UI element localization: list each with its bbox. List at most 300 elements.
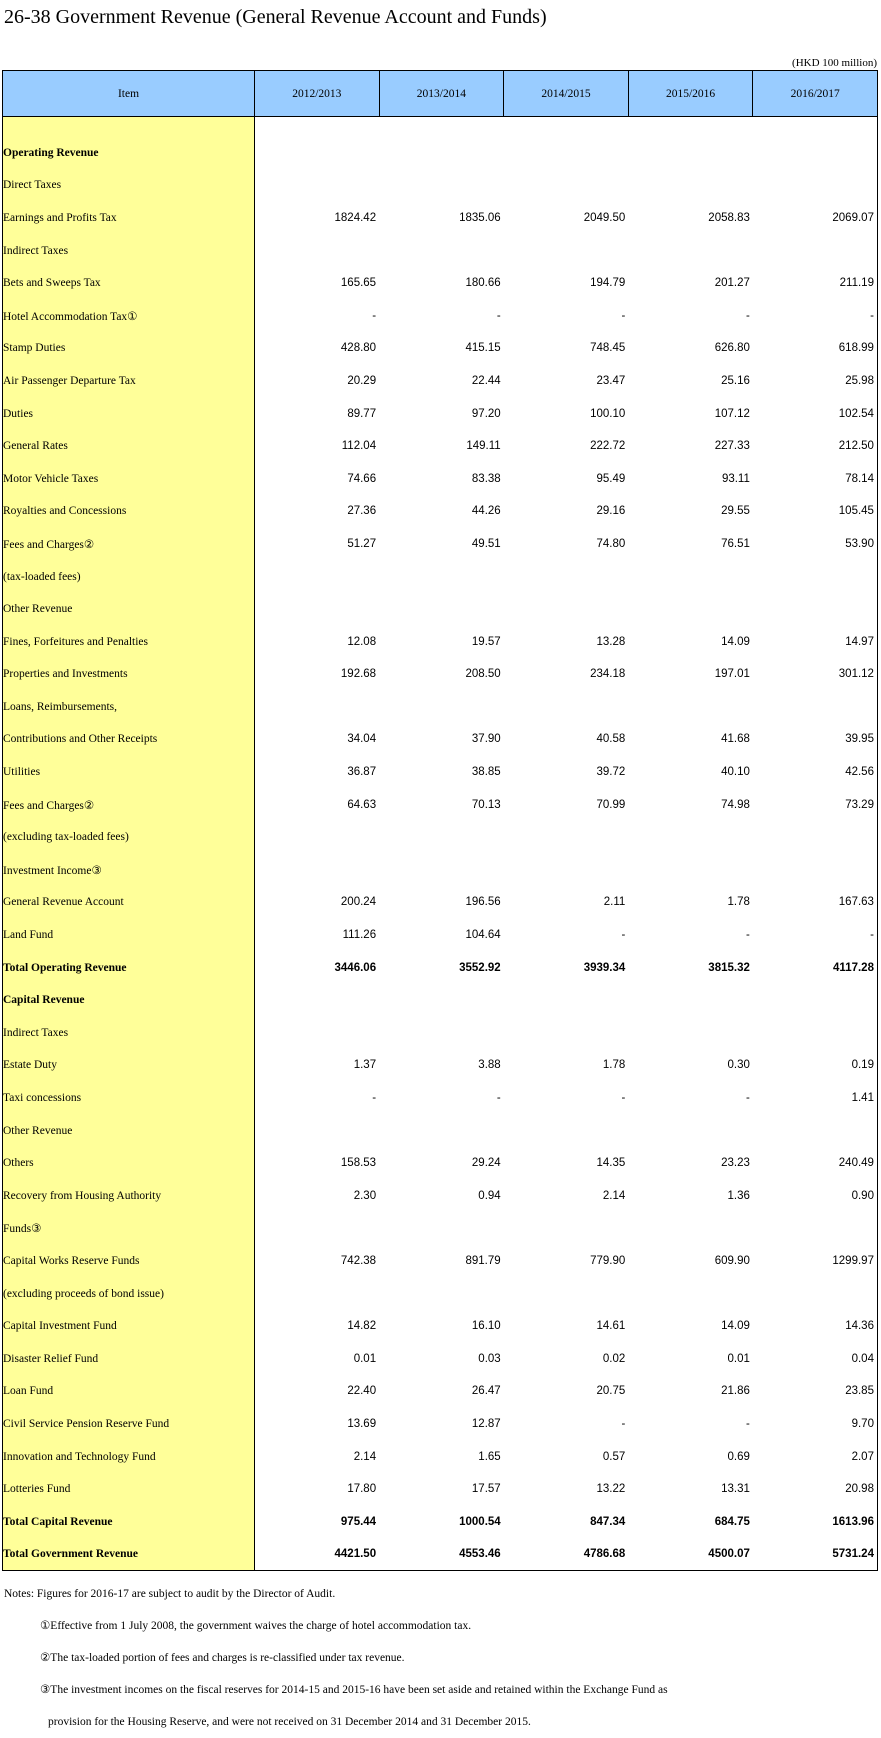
value-cell	[379, 821, 504, 854]
value-cell: 208.50	[465, 668, 501, 681]
value-cell: 16.10	[471, 1320, 501, 1333]
value-cell: 0.30	[727, 1059, 750, 1072]
value-cell: 14.09	[721, 635, 750, 648]
table-row	[3, 1180, 878, 1213]
value-cell	[379, 593, 504, 626]
value-cell: 4553.46	[379, 1538, 504, 1571]
value-cell: 0.19	[753, 1049, 878, 1082]
table-row	[3, 1375, 878, 1408]
row-label: General Rates	[3, 430, 255, 463]
note-2: ②The tax-loaded portion of fees and charges is re-classified under tax revenue.	[40, 1652, 405, 1664]
value-cell: 36.87	[347, 766, 377, 779]
value-cell: 196.56	[465, 896, 501, 909]
table-row	[3, 756, 878, 789]
row-label: Fees and Charges②	[3, 528, 255, 561]
value-cell	[753, 1212, 878, 1245]
table-row	[3, 1082, 878, 1115]
value-cell: 1.78	[727, 896, 750, 909]
value-cell: 14.82	[347, 1320, 377, 1333]
value-cell	[255, 593, 380, 626]
table-row	[3, 658, 878, 691]
value-cell: 14.09	[721, 1320, 750, 1333]
notes	[4, 1578, 874, 1738]
table-row	[3, 1408, 878, 1441]
value-cell: -	[496, 309, 501, 322]
value-cell: 74.80	[596, 537, 626, 550]
value-cell	[628, 560, 753, 593]
table-row	[3, 788, 878, 821]
value-cell: 21.86	[721, 1385, 750, 1398]
table-row	[3, 169, 878, 202]
value-cell: 97.20	[471, 407, 501, 420]
value-cell: 0.90	[753, 1180, 878, 1213]
value-cell	[504, 137, 629, 170]
value-cell: 13.28	[596, 635, 626, 648]
value-cell: 222.72	[590, 440, 626, 453]
table-row	[3, 560, 878, 593]
row-label: Direct Taxes	[3, 169, 255, 202]
value-cell	[255, 1017, 380, 1050]
value-cell	[255, 234, 380, 267]
value-cell: 3939.34	[583, 961, 626, 974]
value-cell	[753, 984, 878, 1017]
row-label: Operating Revenue	[3, 137, 255, 170]
value-cell: 41.68	[721, 733, 750, 746]
value-cell	[628, 1277, 753, 1310]
value-cell: 39.72	[596, 766, 626, 779]
table-row	[3, 234, 878, 267]
value-cell: 742.38	[340, 1254, 377, 1267]
row-label: (tax-loaded fees)	[3, 560, 255, 593]
header-year: 2014/2015	[504, 71, 629, 117]
value-cell	[379, 691, 504, 724]
table-row	[3, 430, 878, 463]
unit-label: (HKD 100 million)	[792, 57, 877, 69]
value-cell: 0.57	[602, 1450, 626, 1463]
value-cell: 70.13	[471, 798, 501, 811]
row-label: Properties and Investments	[3, 658, 255, 691]
value-cell	[379, 169, 504, 202]
spacer-row	[3, 117, 878, 137]
value-cell: 9.70	[753, 1408, 878, 1441]
value-cell	[753, 234, 878, 267]
header-year: 2016/2017	[753, 71, 878, 117]
value-cell: 74.98	[721, 798, 750, 811]
row-label: Earnings and Profits Tax	[3, 202, 255, 235]
row-label: Total Operating Revenue	[3, 951, 255, 984]
value-cell: 39.95	[753, 723, 878, 756]
value-cell: 1824.42	[334, 211, 377, 224]
value-cell: -	[746, 929, 750, 942]
value-cell: 23.85	[753, 1375, 878, 1408]
table-row	[3, 625, 878, 658]
value-cell: 0.69	[727, 1450, 750, 1463]
value-cell: 29.24	[471, 1157, 501, 1170]
value-cell: 165.65	[340, 277, 377, 290]
value-cell	[753, 691, 878, 724]
value-cell: -	[746, 1092, 750, 1105]
value-cell: 83.38	[471, 472, 501, 485]
table-row	[3, 821, 878, 854]
value-cell: 27.36	[347, 505, 377, 518]
value-cell: -	[372, 309, 377, 322]
value-cell: 212.50	[753, 430, 878, 463]
page-title: 26-38 Government Revenue (General Revenue Account and Funds)	[4, 6, 547, 28]
value-cell: -	[621, 929, 626, 942]
value-cell: 17.80	[347, 1483, 377, 1496]
table-row	[3, 1538, 878, 1571]
value-cell: 748.45	[590, 342, 626, 355]
value-cell: 40.58	[596, 733, 626, 746]
value-cell: -	[746, 309, 750, 322]
value-cell: 975.44	[340, 1515, 377, 1528]
header-item: Item	[3, 71, 255, 117]
value-cell	[753, 560, 878, 593]
value-cell: 0.04	[753, 1342, 878, 1375]
note-3: ③The investment incomes on the fiscal reserves for 2014-15 and 2015-16 have been set aside and retained within the Exchange Fund as	[40, 1684, 668, 1696]
value-cell	[628, 691, 753, 724]
value-cell	[628, 821, 753, 854]
value-cell: 51.27	[347, 537, 377, 550]
value-cell	[255, 1277, 380, 1310]
value-cell: 847.34	[590, 1515, 626, 1528]
value-cell	[504, 169, 629, 202]
value-cell: 301.12	[753, 658, 878, 691]
value-cell: 2.30	[353, 1189, 377, 1202]
value-cell: 1.37	[353, 1059, 377, 1072]
table-row	[3, 528, 878, 561]
value-cell: 102.54	[753, 397, 878, 430]
value-cell: 211.19	[753, 267, 878, 300]
value-cell: 89.77	[347, 407, 377, 420]
row-label: Capital Works Reserve Funds	[3, 1245, 255, 1278]
note-intro: Notes: Figures for 2016-17 are subject to audit by the Director of Audit.	[4, 1588, 336, 1600]
table-row	[3, 397, 878, 430]
value-cell: 40.10	[721, 766, 750, 779]
row-label: Land Fund	[3, 919, 255, 952]
value-cell: 22.40	[347, 1385, 377, 1398]
value-cell: 684.75	[714, 1515, 750, 1528]
value-cell: 73.29	[753, 788, 878, 821]
value-cell: 26.47	[471, 1385, 501, 1398]
value-cell: 0.03	[478, 1352, 501, 1365]
value-cell: 4500.07	[628, 1538, 753, 1571]
value-cell: 3552.92	[459, 961, 501, 974]
row-label: Total Government Revenue	[3, 1538, 255, 1571]
row-label: Innovation and Technology Fund	[3, 1440, 255, 1473]
table-row	[3, 723, 878, 756]
row-label: Utilities	[3, 756, 255, 789]
value-cell: 44.26	[471, 505, 501, 518]
value-cell: 25.16	[721, 374, 750, 387]
value-cell	[753, 1277, 878, 1310]
value-cell: 20.98	[753, 1473, 878, 1506]
row-label: Lotteries Fund	[3, 1473, 255, 1506]
row-label: Taxi concessions	[3, 1082, 255, 1115]
value-cell	[504, 691, 629, 724]
value-cell	[504, 821, 629, 854]
table-row	[3, 1342, 878, 1375]
value-cell: 3446.06	[334, 961, 377, 974]
value-cell: 112.04	[341, 440, 377, 453]
row-label: Civil Service Pension Reserve Fund	[3, 1408, 255, 1441]
value-cell: -	[372, 1092, 377, 1105]
value-cell	[753, 1114, 878, 1147]
value-cell: 2049.50	[583, 211, 626, 224]
value-cell: 95.49	[596, 472, 626, 485]
value-cell: 37.90	[471, 733, 501, 746]
value-cell: 100.10	[590, 407, 626, 420]
value-cell	[628, 593, 753, 626]
table-row	[3, 886, 878, 919]
value-cell: 428.80	[340, 342, 377, 355]
value-cell: -	[753, 919, 878, 952]
value-cell	[753, 854, 878, 887]
value-cell: 200.24	[340, 896, 377, 909]
value-cell: 1299.97	[753, 1245, 878, 1278]
value-cell: 23.23	[721, 1157, 750, 1170]
value-cell	[753, 137, 878, 170]
value-cell: 227.33	[714, 440, 750, 453]
value-cell	[255, 984, 380, 1017]
value-cell: 197.01	[714, 668, 750, 681]
row-label: Total Capital Revenue	[3, 1505, 255, 1538]
value-cell	[255, 137, 380, 170]
header-row	[3, 71, 878, 117]
value-cell: 29.16	[596, 505, 626, 518]
value-cell: 3.88	[478, 1059, 501, 1072]
value-cell: 49.51	[471, 537, 501, 550]
row-label: Indirect Taxes	[3, 234, 255, 267]
value-cell	[628, 234, 753, 267]
row-label: Estate Duty	[3, 1049, 255, 1082]
value-cell	[628, 169, 753, 202]
value-cell: 13.69	[347, 1417, 377, 1430]
table-row	[3, 1245, 878, 1278]
value-cell	[628, 1212, 753, 1245]
table-row	[3, 299, 878, 332]
value-cell: 12.08	[347, 635, 377, 648]
value-cell: 234.18	[590, 668, 626, 681]
value-cell: 3815.32	[708, 961, 750, 974]
value-cell	[379, 854, 504, 887]
row-label: Indirect Taxes	[3, 1017, 255, 1050]
value-cell	[504, 854, 629, 887]
row-label: Funds③	[3, 1212, 255, 1245]
value-cell	[504, 1212, 629, 1245]
value-cell: 38.85	[471, 766, 501, 779]
table-row	[3, 1147, 878, 1180]
value-cell	[255, 821, 380, 854]
row-label: Motor Vehicle Taxes	[3, 462, 255, 495]
row-label: Loans, Reimbursements,	[3, 691, 255, 724]
header-year: 2015/2016	[628, 71, 753, 117]
value-cell	[379, 1017, 504, 1050]
table-row	[3, 1114, 878, 1147]
value-cell: 70.99	[596, 798, 626, 811]
value-cell: 14.35	[596, 1157, 626, 1170]
value-cell: 149.11	[466, 440, 501, 453]
value-cell: 13.31	[721, 1483, 750, 1496]
value-cell: 34.04	[347, 733, 377, 746]
value-cell: 609.90	[714, 1254, 750, 1267]
value-cell	[379, 1212, 504, 1245]
row-label: Capital Investment Fund	[3, 1310, 255, 1343]
header-year: 2012/2013	[255, 71, 380, 117]
value-cell: 20.29	[347, 374, 377, 387]
table-row	[3, 1277, 878, 1310]
value-cell: 4117.28	[753, 951, 878, 984]
value-cell	[255, 691, 380, 724]
value-cell	[379, 1114, 504, 1147]
value-cell	[628, 1017, 753, 1050]
value-cell: 78.14	[753, 462, 878, 495]
value-cell: 2.11	[603, 896, 626, 909]
value-cell: 2069.07	[753, 202, 878, 235]
value-cell	[255, 854, 380, 887]
value-cell: 2.14	[353, 1450, 377, 1463]
value-cell: 1.41	[753, 1082, 878, 1115]
value-cell	[255, 169, 380, 202]
row-label: Capital Revenue	[3, 984, 255, 1017]
value-cell	[255, 560, 380, 593]
row-label: Loan Fund	[3, 1375, 255, 1408]
table-row	[3, 951, 878, 984]
value-cell: -	[496, 1092, 501, 1105]
value-cell: 1835.06	[459, 211, 501, 224]
row-label: Fines, Forfeitures and Penalties	[3, 625, 255, 658]
table-body	[3, 117, 878, 1571]
table-row	[3, 691, 878, 724]
value-cell: 779.90	[590, 1254, 626, 1267]
row-label: Disaster Relief Fund	[3, 1342, 255, 1375]
value-cell: 0.01	[353, 1352, 377, 1365]
value-cell: 167.63	[753, 886, 878, 919]
table-row	[3, 1310, 878, 1343]
table-row	[3, 1440, 878, 1473]
table-row	[3, 984, 878, 1017]
value-cell: 1000.54	[459, 1515, 501, 1528]
value-cell: 626.80	[714, 342, 750, 355]
value-cell: 14.97	[753, 625, 878, 658]
value-cell: 105.45	[753, 495, 878, 528]
value-cell	[753, 821, 878, 854]
value-cell: 64.63	[347, 798, 377, 811]
table-row	[3, 1505, 878, 1538]
row-label: Fees and Charges②	[3, 788, 255, 821]
value-cell: -	[621, 309, 626, 322]
value-cell: 2058.83	[708, 211, 750, 224]
table-row	[3, 854, 878, 887]
value-cell: 20.75	[596, 1385, 626, 1398]
value-cell: 4786.68	[504, 1538, 629, 1571]
value-cell	[379, 137, 504, 170]
table-row	[3, 267, 878, 300]
table-row	[3, 1212, 878, 1245]
value-cell: 1.36	[727, 1189, 750, 1202]
value-cell: 192.68	[340, 668, 377, 681]
table-row	[3, 202, 878, 235]
value-cell: -	[746, 1417, 750, 1430]
value-cell: 0.01	[727, 1352, 750, 1365]
value-cell: 2.07	[753, 1440, 878, 1473]
value-cell	[628, 984, 753, 1017]
table-row	[3, 137, 878, 170]
value-cell: 22.44	[471, 374, 501, 387]
value-cell: 76.51	[721, 537, 750, 550]
value-cell: 17.57	[471, 1483, 501, 1496]
value-cell	[379, 234, 504, 267]
row-label: (excluding proceeds of bond issue)	[3, 1277, 255, 1310]
value-cell: 23.47	[596, 374, 626, 387]
value-cell: 240.49	[753, 1147, 878, 1180]
value-cell: 74.66	[347, 472, 377, 485]
value-cell: 29.55	[721, 505, 750, 518]
row-label: Duties	[3, 397, 255, 430]
value-cell: 1.78	[602, 1059, 626, 1072]
value-cell	[753, 169, 878, 202]
value-cell	[628, 137, 753, 170]
row-label: Royalties and Concessions	[3, 495, 255, 528]
value-cell: 14.36	[753, 1310, 878, 1343]
value-cell	[628, 854, 753, 887]
value-cell	[753, 1017, 878, 1050]
value-cell	[504, 1277, 629, 1310]
value-cell: 12.87	[471, 1417, 501, 1430]
table-row	[3, 365, 878, 398]
table-row	[3, 1473, 878, 1506]
value-cell: 618.99	[753, 332, 878, 365]
value-cell	[255, 1114, 380, 1147]
table-row	[3, 919, 878, 952]
row-label: Air Passenger Departure Tax	[3, 365, 255, 398]
value-cell: 5731.24	[753, 1538, 878, 1571]
value-cell	[504, 234, 629, 267]
value-cell: 19.57	[471, 635, 501, 648]
value-cell: 42.56	[753, 756, 878, 789]
value-cell: 53.90	[753, 528, 878, 561]
value-cell: 2.14	[602, 1189, 626, 1202]
value-cell: -	[621, 1092, 626, 1105]
table-row	[3, 462, 878, 495]
value-cell: 194.79	[590, 277, 626, 290]
note-1: ①Effective from 1 July 2008, the government waives the charge of hotel accommodation tax.	[40, 1620, 472, 1632]
value-cell	[628, 1114, 753, 1147]
value-cell	[504, 984, 629, 1017]
value-cell: 415.15	[465, 342, 501, 355]
table-row	[3, 332, 878, 365]
header-year: 2013/2014	[379, 71, 504, 117]
value-cell: 4421.50	[255, 1538, 380, 1571]
row-label: General Revenue Account	[3, 886, 255, 919]
value-cell: 93.11	[721, 472, 750, 485]
table-row	[3, 1017, 878, 1050]
row-label: Other Revenue	[3, 593, 255, 626]
value-cell: -	[621, 1417, 626, 1430]
table-row	[3, 495, 878, 528]
row-label: Investment Income③	[3, 854, 255, 887]
value-cell	[504, 1017, 629, 1050]
value-cell	[255, 1212, 380, 1245]
table-row	[3, 1049, 878, 1082]
row-label: Other Revenue	[3, 1114, 255, 1147]
row-label: (excluding tax-loaded fees)	[3, 821, 255, 854]
value-cell: 107.12	[714, 407, 750, 420]
value-cell	[504, 560, 629, 593]
value-cell: 0.94	[478, 1189, 501, 1202]
value-cell	[379, 560, 504, 593]
note-3-cont: provision for the Housing Reserve, and were not received on 31 December 2014 and 31 December 2015.	[48, 1716, 531, 1728]
